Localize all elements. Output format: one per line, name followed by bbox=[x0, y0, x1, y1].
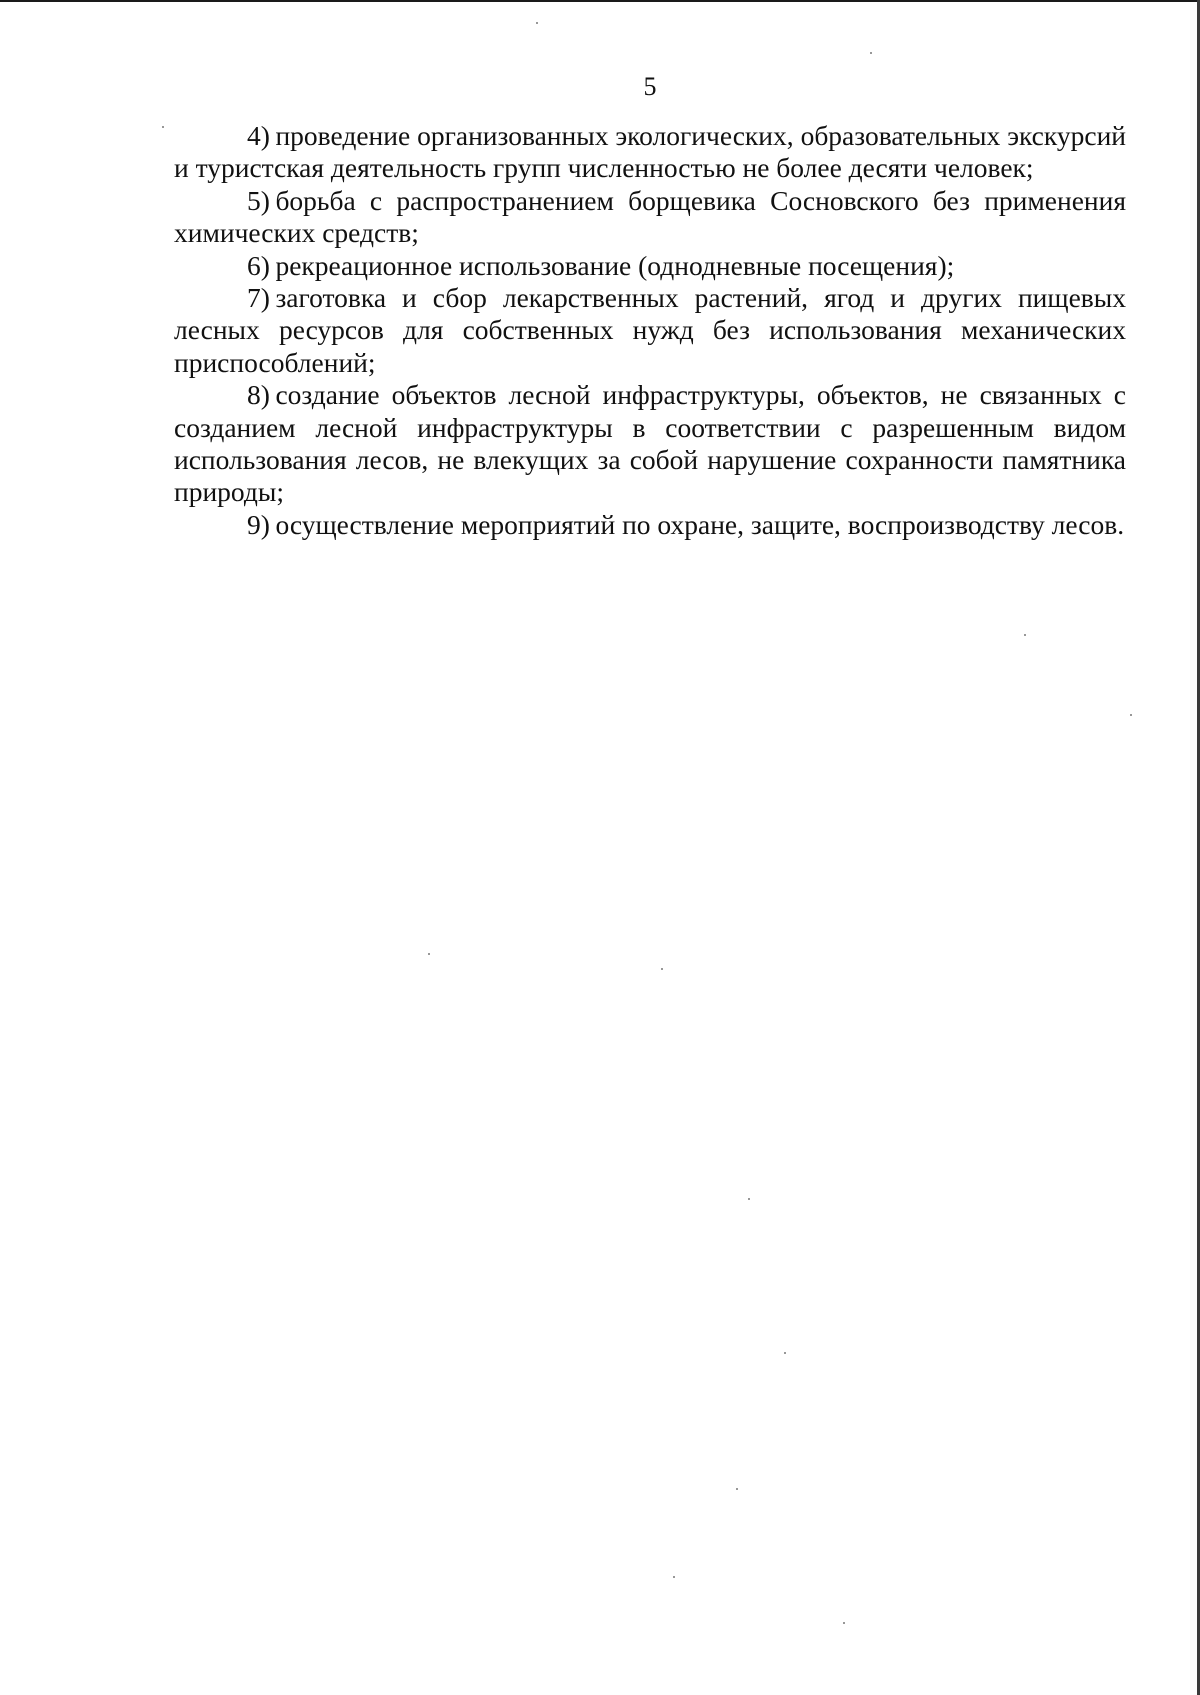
scan-speck bbox=[536, 22, 538, 24]
scan-speck bbox=[1130, 714, 1132, 716]
document-body bbox=[174, 120, 1126, 541]
scan-speck bbox=[661, 968, 663, 970]
item-number: 5) bbox=[247, 184, 270, 216]
item-text: борьба с распространением борщевика Сосновского без применения химических средств; bbox=[174, 184, 1126, 249]
list-item-5 bbox=[174, 185, 1126, 250]
page-number: 5 bbox=[643, 72, 657, 101]
item-text: осуществление мероприятий по охране, защите, воспроизводству лесов. bbox=[275, 508, 1125, 540]
scan-speck bbox=[736, 1488, 738, 1490]
scan-speck bbox=[428, 953, 430, 955]
scan-top-edge bbox=[0, 0, 1200, 2]
scan-speck bbox=[870, 52, 872, 54]
list-item-9 bbox=[174, 509, 1126, 541]
scan-speck bbox=[843, 1622, 845, 1624]
list-item-4 bbox=[174, 120, 1126, 185]
scan-speck bbox=[784, 1352, 786, 1354]
item-number: 4) bbox=[247, 120, 270, 151]
list-item-6 bbox=[174, 250, 1126, 282]
item-number: 6) bbox=[247, 249, 270, 281]
scan-speck bbox=[1024, 634, 1026, 636]
item-number: 9) bbox=[247, 508, 270, 540]
item-number: 7) bbox=[247, 282, 270, 314]
item-text: создание объектов лесной инфраструктуры, объектов, не связанных с созданием лесной инфраструктуры в соответствии с разрешенным видом использования лесов, не влекущих за собой нарушение сохранности памятника природы; bbox=[174, 379, 1126, 508]
item-text: проведение организованных экологических, образовательных экскурсий и туристская деятельность групп численностью не более десяти человек; bbox=[174, 120, 1126, 184]
list-item-8 bbox=[174, 379, 1126, 509]
item-text: заготовка и сбор лекарственных растений, ягод и других пищевых лесных ресурсов для собственных нужд без использования механических приспособлений; bbox=[174, 282, 1126, 378]
scan-speck bbox=[673, 1576, 675, 1578]
item-text: рекреационное использование (однодневные посещения); bbox=[275, 249, 955, 281]
scan-speck bbox=[162, 126, 164, 128]
scan-speck bbox=[748, 1198, 750, 1200]
item-number: 8) bbox=[247, 379, 270, 411]
list-item-7 bbox=[174, 282, 1126, 379]
